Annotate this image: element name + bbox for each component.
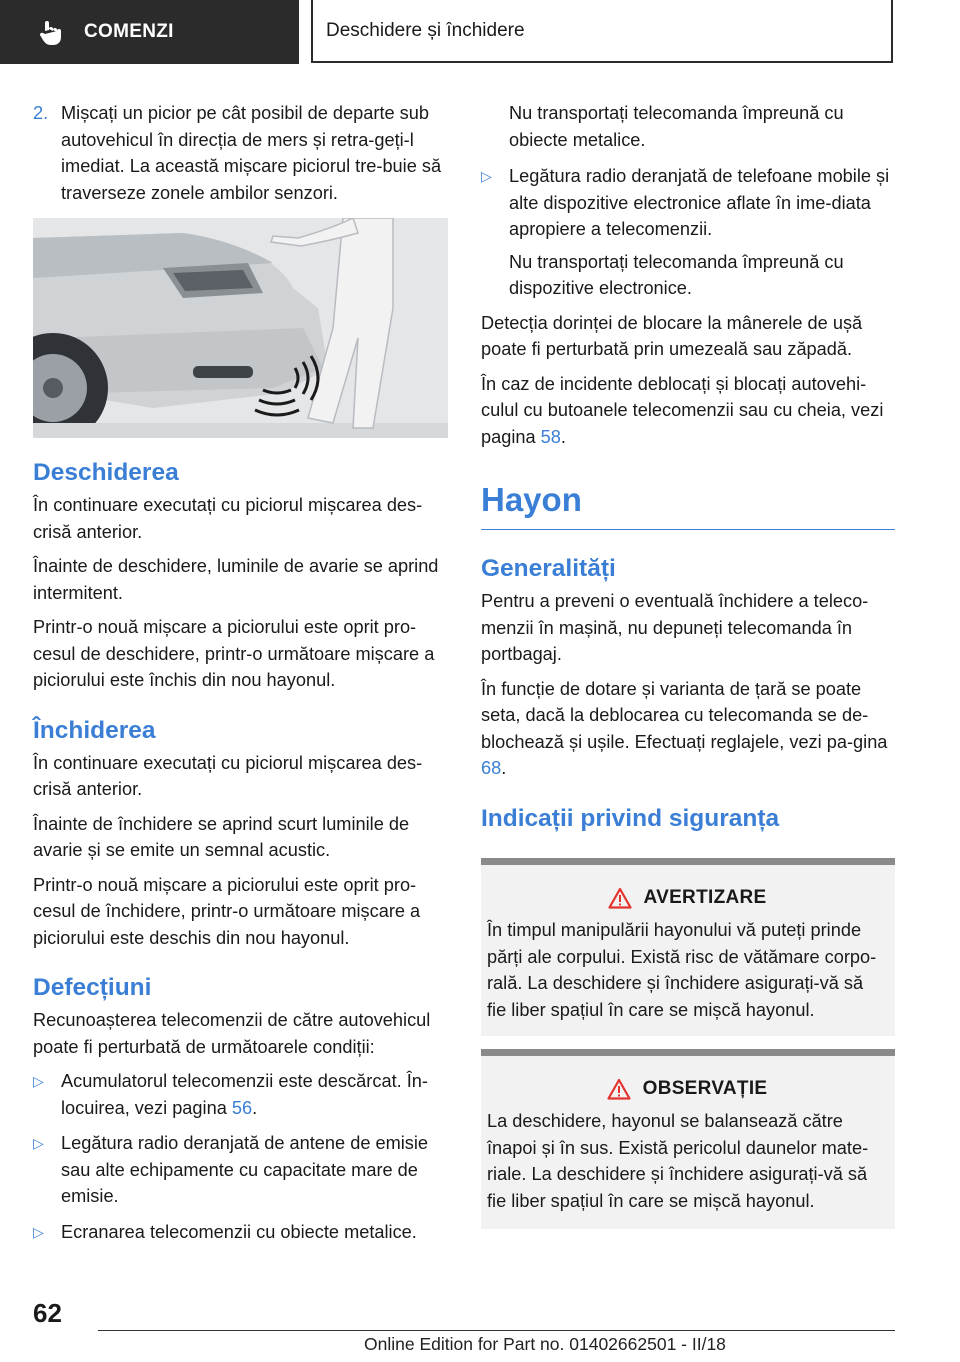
warning-triangle-icon [608,887,632,909]
paragraph: Printr-o nouă mișcare a piciorului este oprit pro-cesul de deschidere, printr-o următoare mișcare a piciorului este închis din nou hayonul. [33,617,435,690]
paragraph: În continuare executați cu piciorul mișcarea des-crisă anterior. [33,495,423,542]
heading-closing: Închiderea [33,716,156,744]
section-title: Deschidere și închidere [311,0,893,63]
list-item: ▷ Legătura radio deranjată de antene de emisie sau alte echipamente cu capacitate mare de emisie. [33,1130,448,1210]
warning-title: AVERTIZARE [643,886,767,908]
paragraph: Nu transportați telecomanda împreună cu dispozitive electronice. [509,251,844,298]
heading-faults: Defecțiuni [33,974,152,1001]
paragraph: Nu transportați telecomanda împreună cu obiecte metalice. [509,103,844,150]
page-link-58[interactable]: 58 [540,426,561,447]
step-text: Mișcați un picior pe cât posibil de departe sub autovehicul în direcția de mers și retra-geți-l imediat. La această mișcare piciorul tre-buie să traverseze zonele ambilor senzori. [61,103,442,203]
heading-hayon: Hayon [481,480,895,530]
list-item: ▷ Legătura radio deranjată de telefoane mobile și alte dispozitive electronice aflate în ime-diata apropiere a telecomenzii. [481,163,895,243]
triangle-bullet-icon: ▷ [481,168,492,184]
notice-title: OBSERVAȚIE [642,1077,768,1099]
paragraph: Printr-o nouă mișcare a piciorului este oprit pro-cesul de închidere, printr-o următoare mișcare a piciorului este deschis din nou hayonul. [33,874,421,948]
paragraph: Înainte de deschidere, luminile de avarie se aprind intermitent. [33,556,439,603]
page-link-56[interactable]: 56 [231,1097,253,1118]
left-column [33,100,448,1254]
paragraph: Detecția dorinței de blocare la mânerele de ușă poate fi perturbată prin umezeală sau zăpadă. [481,312,863,359]
heading-safety: Indicații privind siguranța [481,804,780,832]
triangle-bullet-icon: ▷ [33,1073,44,1089]
right-column [481,100,895,1229]
step-item [33,100,448,206]
footer-edition: Online Edition for Part no. 01402662501 - II/18 [364,1334,726,1354]
step-number: 2. [33,103,49,123]
paragraph: Pentru a preveni o eventuală închidere a teleco-menzii în mașină, nu depuneți telecomanda în portbagaj. [481,591,869,664]
notice-text: La deschidere, hayonul se balansează către înapoi și în sus. Există pericolul daunelor mate-riale. La deschidere și închidere asigurați-vă să fie liber spațiul în care se mișcă hayonul. [487,1111,869,1211]
paragraph: În caz de incidente deblocați și blocați autovehi-culul cu butoanele telecomenzii sau cu cheia, vezi pagina 58. [481,373,884,447]
warning-triangle-icon [607,1078,631,1100]
list-item: ▷ Ecranarea telecomenzii cu obiecte metalice. [33,1219,448,1246]
heading-opening: Deschiderea [33,459,179,486]
chapter-tab[interactable] [0,0,299,64]
page-link-68[interactable]: 68 [481,758,502,778]
page-number: 62 [33,1298,62,1328]
heading-general: Generalități [481,555,616,582]
notice-box [481,1049,895,1229]
paragraph: În continuare executați cu piciorul mișcarea des-crisă anterior. [33,752,423,799]
car-rear-foot-sensor-illustration [33,218,448,438]
footer-divider [98,1330,895,1331]
list-item: ▷ Acumulatorul telecomenzii este descărcat. În-locuirea, vezi pagina 56. [33,1068,448,1121]
paragraph: În funcție de dotare și varianta de țară se poate seta, dacă la deblocarea cu telecomanda se de-blochează și ușile. Efectuați reglajele, vezi pa-gina 68. [481,678,888,778]
hand-pointer-icon [36,17,66,47]
paragraph: Înainte de închidere se aprind scurt luminile de avarie și se emite un semnal acustic. [33,813,410,860]
warning-box [481,858,895,1036]
triangle-bullet-icon: ▷ [33,1223,44,1240]
warning-text: În timpul manipulării hayonului vă puteți prinde părți ale corpului. Există risc de vătămare corpo-rală. La deschidere și închidere asigurați-vă să fie liber spațiul în care se mișcă hayonul. [487,920,877,1020]
paragraph: Recunoașterea telecomenzii de către autovehicul poate fi perturbată de următoarele condiții: [33,1010,431,1057]
triangle-bullet-icon: ▷ [33,1135,44,1151]
chapter-tab-label: COMENZI [84,21,174,42]
